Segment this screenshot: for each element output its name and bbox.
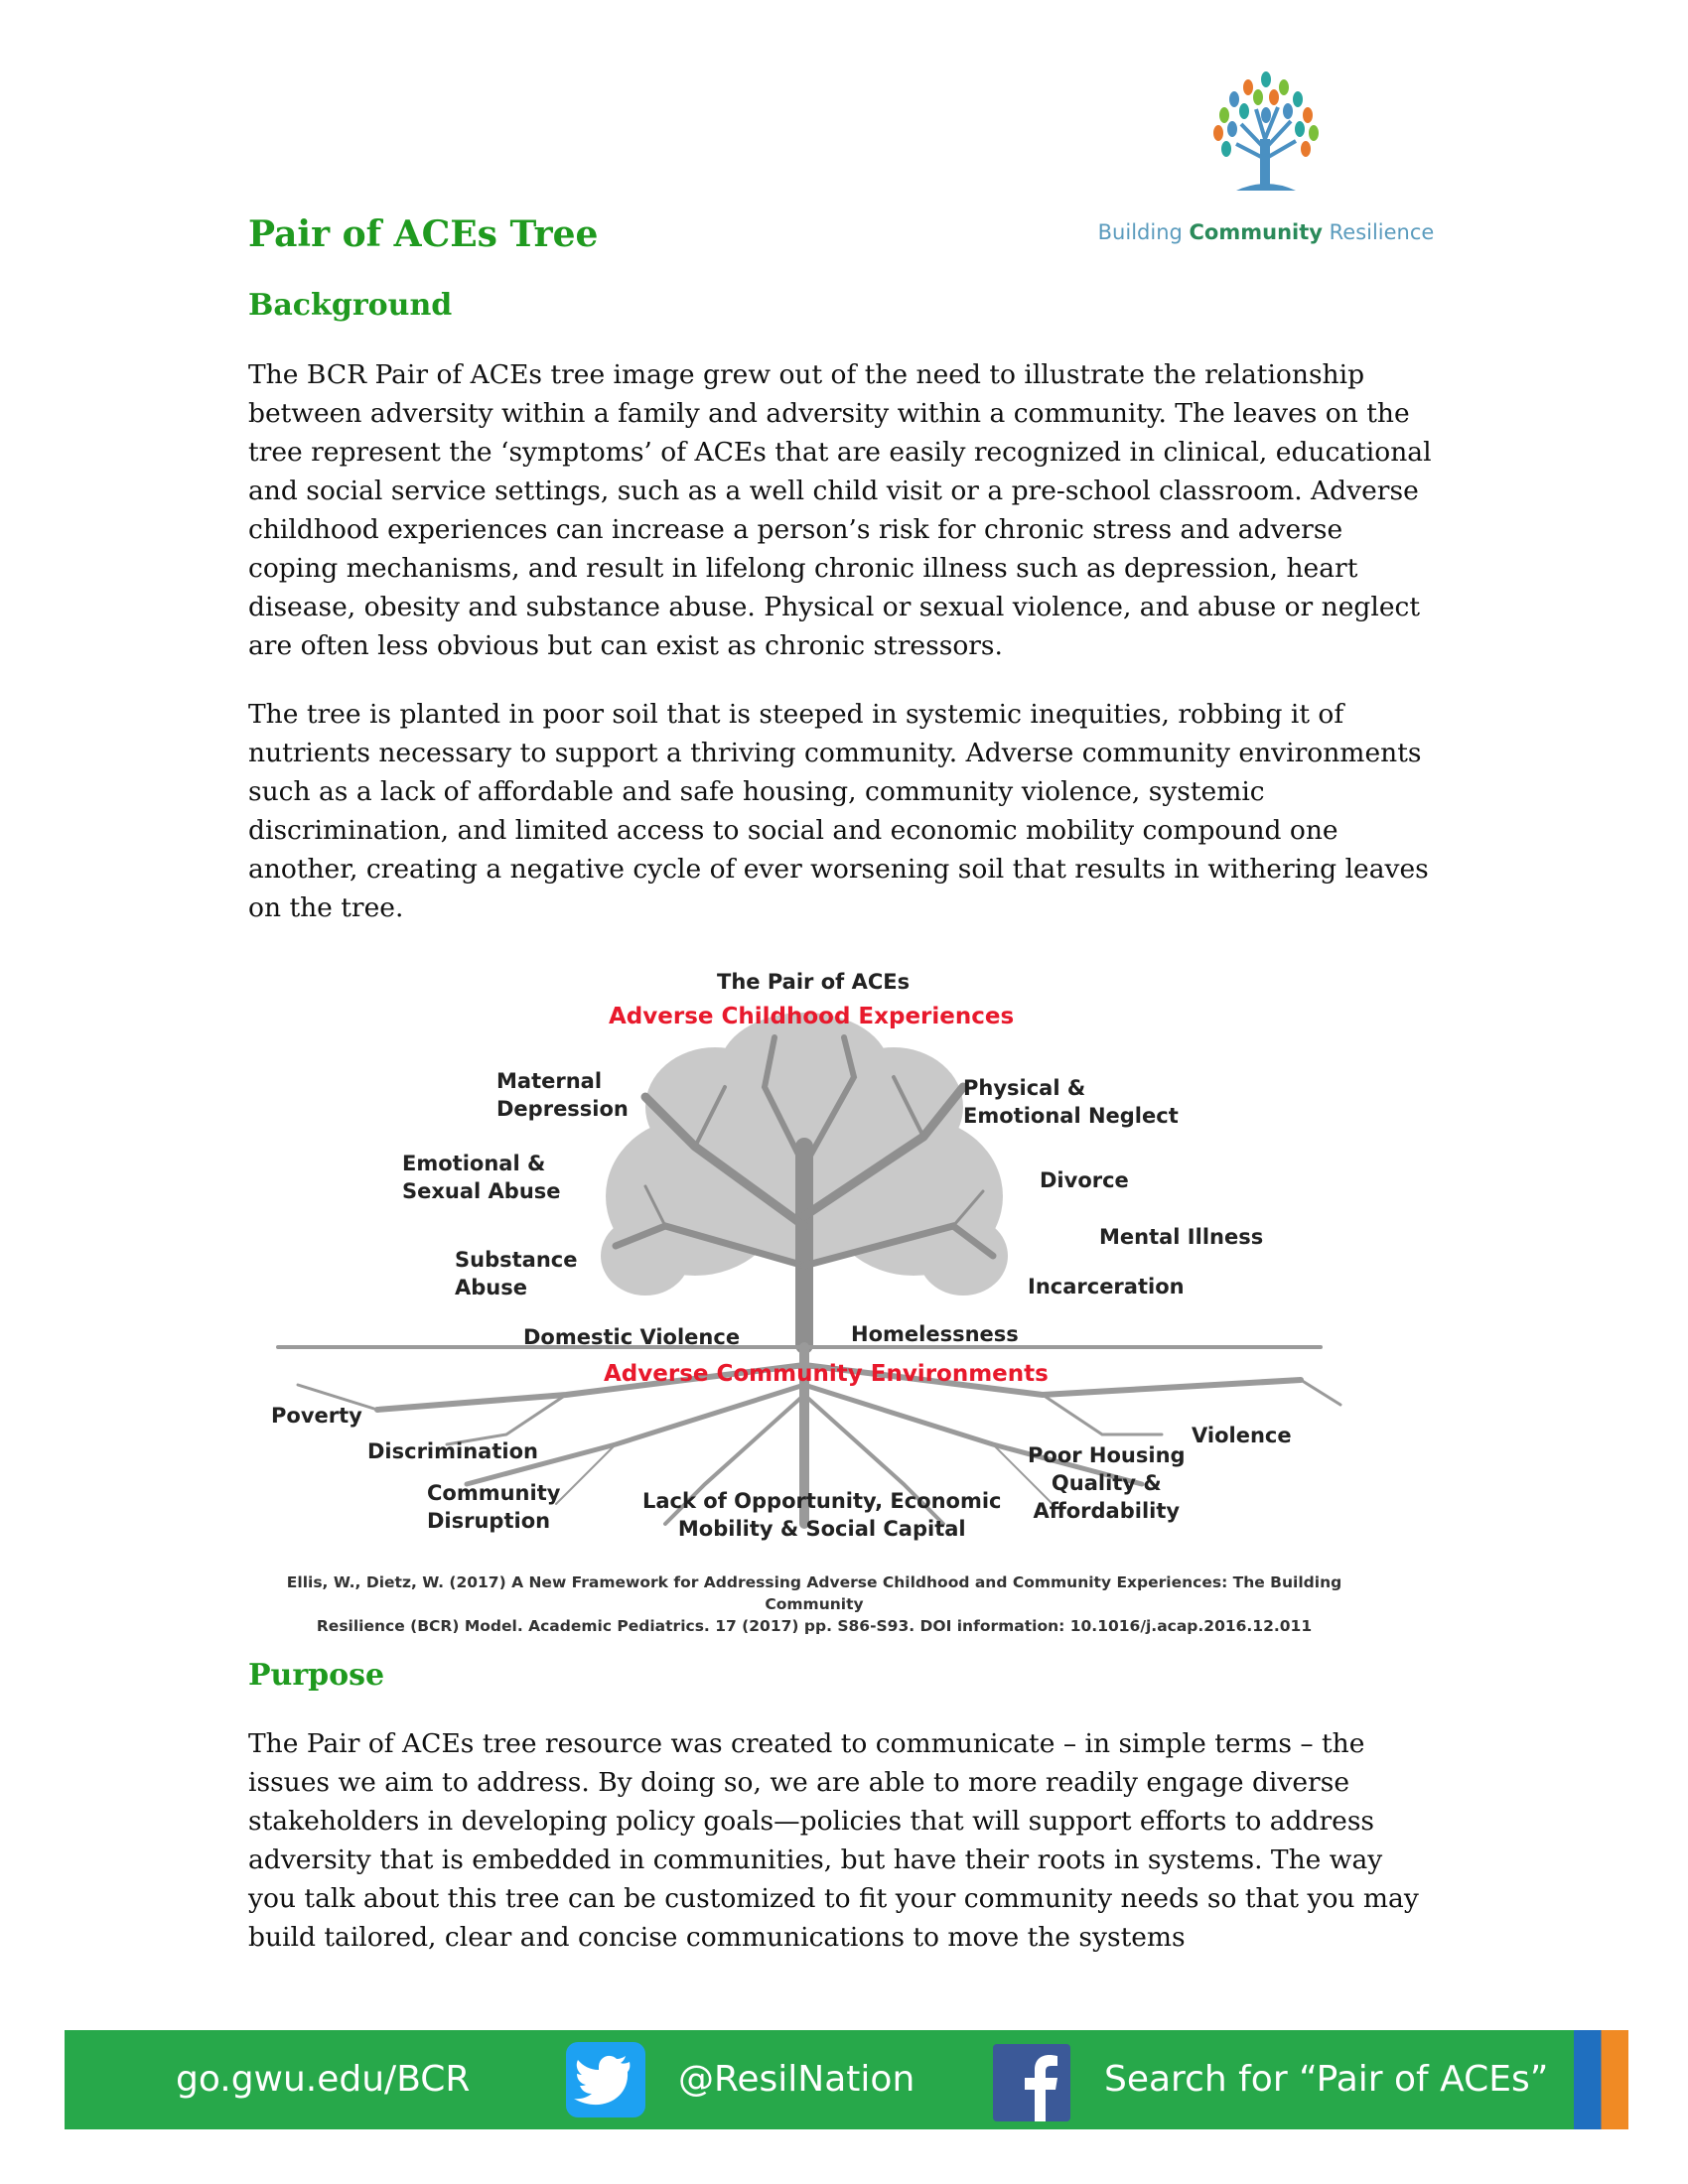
leaf-label-mental-illness: Mental Illness [1099, 1225, 1264, 1249]
root-label-line: Poor Housing [1028, 1443, 1186, 1467]
leaf-label-physical-emotional-neglect [963, 1074, 1179, 1130]
root-label-lack-of-opportunity [642, 1487, 1002, 1543]
leaf-label-line: Emotional & [402, 1152, 546, 1175]
leaf-label-line: Depression [496, 1097, 629, 1121]
footer-website-link[interactable]: go.gwu.edu/BCR [176, 2059, 471, 2100]
adverse-community-environments-heading: Adverse Community Environments [604, 1361, 1049, 1387]
leaf-label-homelessness: Homelessness [851, 1322, 1019, 1346]
root-label-line: Community [427, 1481, 561, 1505]
footer-facebook-search-text[interactable]: Search for “Pair of ACEs” [1104, 2059, 1549, 2100]
footer-twitter-handle[interactable]: @ResilNation [678, 2059, 915, 2100]
footer-color-accent [1574, 2030, 1628, 2129]
leaf-label-emotional-sexual-abuse [402, 1150, 561, 1205]
root-label-line: Affordability [1033, 1499, 1181, 1523]
document-title: Pair of ACEs Tree [248, 213, 599, 255]
logo-text-bold: Community [1189, 220, 1323, 244]
purpose-heading: Purpose [248, 1658, 385, 1693]
citation-line: Resilience (BCR) Model. Academic Pediatrics. 17 (2017) pp. S86-S93. DOI information: 10.1016/j.acap.2016.12.011 [316, 1617, 1313, 1635]
root-label-line: Mobility & Social Capital [677, 1517, 966, 1541]
leaf-label-divorce: Divorce [1040, 1168, 1129, 1192]
root-label-line: Lack of Opportunity, Economic [642, 1489, 1002, 1513]
leaf-label-line: Abuse [455, 1276, 527, 1299]
root-label-poor-housing [1028, 1441, 1186, 1525]
leaf-label-line: Sexual Abuse [402, 1179, 561, 1203]
root-label-discrimination: Discrimination [367, 1439, 538, 1463]
bcr-logo [1087, 69, 1445, 258]
purpose-paragraph: The Pair of ACEs tree resource was created to communicate – in simple terms – the issues we aim to address. By doing so, we are able to more readily engage diverse stakeholders in developing policy goals—policies that will support efforts to address adversity that is embedded in communities, but have their roots in systems. The way you talk about this tree can be customized to fit your community needs so that you may build tailored, clear and concise communications to move the systems [248, 1728, 1419, 1953]
adverse-childhood-experiences-heading: Adverse Childhood Experiences [609, 1004, 1015, 1029]
root-label-line: Disruption [427, 1509, 551, 1533]
leaf-label-line: Substance [455, 1248, 578, 1272]
root-label-line: Quality & [1051, 1471, 1162, 1495]
logo-text-prefix: Building [1097, 220, 1190, 244]
leaf-label-incarceration: Incarceration [1028, 1275, 1185, 1298]
background-paragraph-2: The tree is planted in poor soil that is steeped in systemic inequities, robbing it of nutrients necessary to support a thriving community. Adverse community environments such as a lack of affordable and safe housing, community violence, systemic discrimination, and limited access to social and economic mobility compound one another, creating a negative cycle of ever worsening soil that results in withering leaves on the tree. [248, 699, 1429, 923]
logo-text-suffix: Resilience [1322, 220, 1435, 244]
background-paragraph-1: The BCR Pair of ACEs tree image grew out of the need to illustrate the relationship between adversity within a family and adversity within a community. The leaves on the tree represent the ‘symptoms’ of ACEs that are easily recognized in clinical, educational and social service settings, such as a well child visit or a pre-school classroom. Adverse childhood experiences can increase a person’s risk for chronic stress and adverse coping mechanisms, and result in lifelong chronic illness such as depression, heart disease, obesity and substance abuse. Physical or sexual violence, and abuse or neglect are often less obvious but can exist as chronic stressors. [248, 359, 1432, 661]
leaf-label-maternal-depression [496, 1067, 629, 1123]
root-label-poverty: Poverty [271, 1404, 362, 1428]
footer-bar [65, 2030, 1628, 2129]
root-label-violence: Violence [1192, 1424, 1292, 1447]
facebook-f-icon[interactable] [993, 2044, 1070, 2121]
citation-line: Ellis, W., Dietz, W. (2017) A New Framework for Addressing Adverse Childhood and Community Experiences: The Building Community [286, 1573, 1342, 1613]
figure-citation [238, 1571, 1390, 1637]
background-heading: Background [248, 288, 453, 323]
leaf-label-line: Emotional Neglect [963, 1104, 1179, 1128]
tree-logo-icon [1196, 69, 1336, 208]
pair-of-aces-figure [268, 968, 1360, 1541]
figure-title: The Pair of ACEs [717, 970, 911, 994]
leaf-label-line: Physical & [963, 1076, 1086, 1100]
root-label-community-disruption [427, 1479, 560, 1535]
logo-wordmark [1087, 220, 1445, 244]
twitter-bird-icon[interactable] [566, 2042, 645, 2117]
leaf-label-domestic-violence: Domestic Violence [523, 1325, 741, 1349]
leaf-label-substance-abuse [455, 1246, 577, 1301]
leaf-label-line: Maternal [496, 1069, 603, 1093]
